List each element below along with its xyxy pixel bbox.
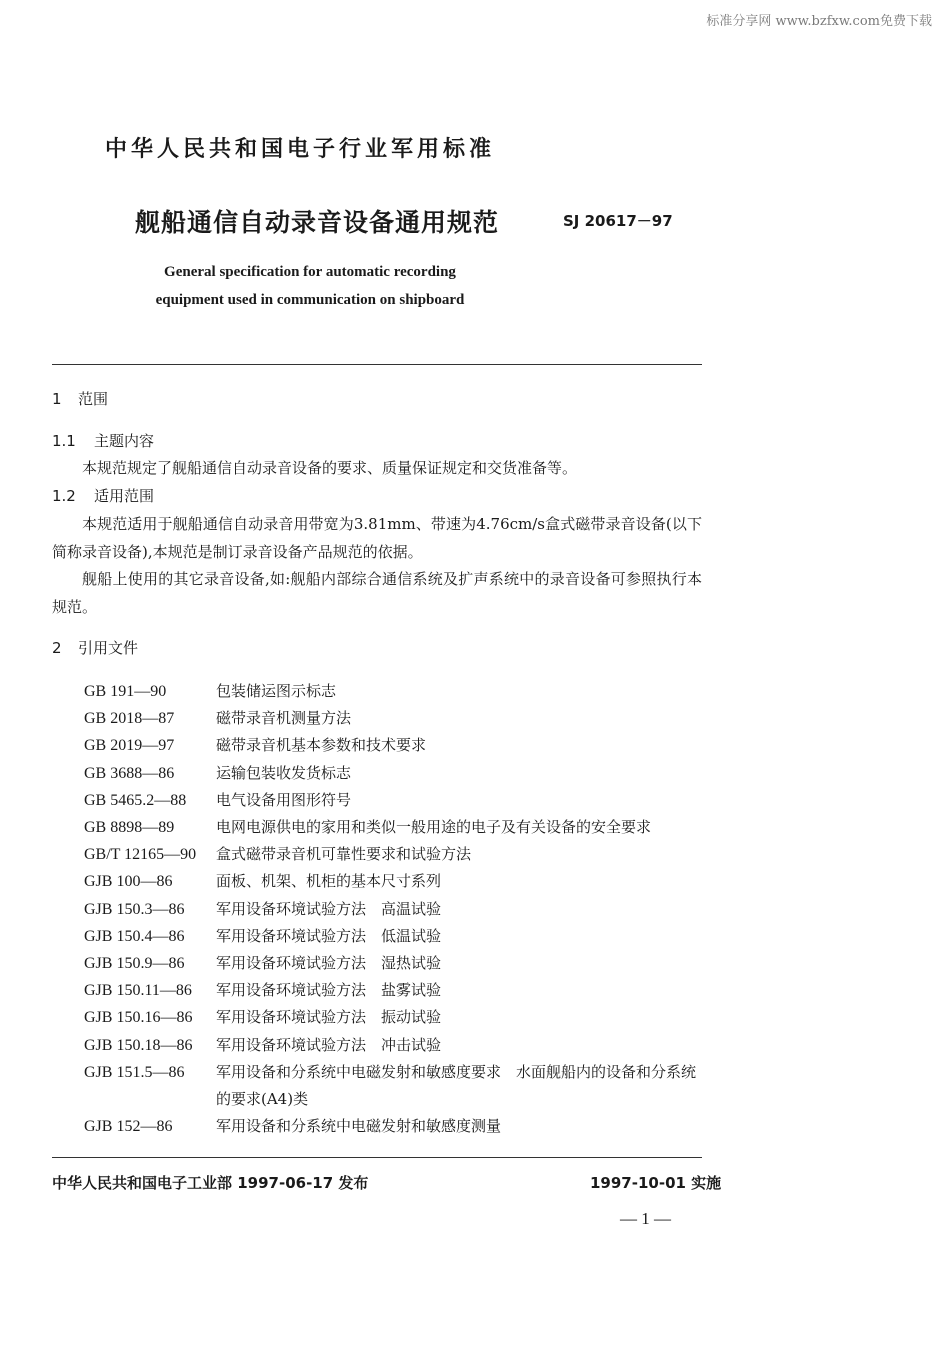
- reference-code: GJB 150.16—86: [84, 1009, 193, 1027]
- reference-code: GB 5465.2—88: [84, 791, 187, 809]
- reference-row: [84, 787, 704, 814]
- reference-code: GJB 100—86: [84, 873, 173, 891]
- reference-row: [84, 705, 704, 732]
- watermark: 标准分享网 www.bzfxw.com免费下载: [706, 14, 932, 29]
- reference-code: GB 8898—89: [84, 819, 175, 837]
- reference-row: [84, 814, 704, 841]
- reference-title: 军用设备和分系统中电磁发射和敏感度测量: [216, 1117, 502, 1136]
- section-number: 2: [52, 639, 62, 657]
- section-2-heading: [52, 637, 138, 658]
- footer-divider: [52, 1157, 702, 1158]
- reference-row: [84, 760, 704, 787]
- reference-row: [84, 923, 704, 950]
- reference-code: GJB 150.9—86: [84, 955, 185, 973]
- standard-code: SJ 20617－97: [563, 212, 673, 230]
- section-title: 引用文件: [78, 639, 139, 657]
- section-1-heading: [52, 388, 108, 409]
- reference-title: 面板、机架、机柜的基本尺寸系列: [216, 872, 442, 891]
- reference-title: 军用设备环境试验方法 高温试验: [216, 899, 442, 918]
- reference-row: [84, 841, 704, 868]
- section-1-2-heading: [52, 485, 154, 506]
- reference-title: 磁带录音机基本参数和技术要求: [216, 736, 427, 755]
- reference-title: 电网电源供电的家用和类似一般用途的电子及有关设备的安全要求: [216, 818, 652, 837]
- reference-title: 包装储运图示标志: [216, 682, 337, 700]
- reference-row: [84, 1113, 704, 1140]
- reference-row: [84, 1004, 704, 1031]
- reference-row: [84, 1032, 704, 1059]
- header-divider: [52, 364, 702, 365]
- reference-title: 军用设备环境试验方法 低温试验: [216, 926, 442, 945]
- section-number: 1: [52, 390, 62, 408]
- reference-code: GB 191—90: [84, 683, 167, 700]
- org-title: 中华人民共和国电子行业军用标准: [105, 137, 496, 162]
- paragraph-other-equipment: 舰船上使用的其它录音设备,如:舰船内部综合通信系统及扩声系统中的录音设备可参照执行本规范。: [52, 570, 702, 616]
- reference-row: [84, 868, 704, 895]
- reference-code: GB/T 12165—90: [84, 846, 197, 864]
- page-title: 舰船通信自动录音设备通用规范: [135, 208, 500, 237]
- english-title-line-2: equipment used in communication on shipboard: [155, 292, 465, 308]
- reference-title: 运输包装收发货标志: [216, 763, 352, 782]
- reference-code: GB 3688—86: [84, 764, 175, 782]
- section-title: 适用范围: [94, 487, 155, 505]
- reference-row: [84, 950, 704, 977]
- reference-code: GB 2018—87: [84, 710, 175, 728]
- reference-title: 磁带录音机测量方法: [216, 709, 352, 728]
- reference-code: GJB 150.18—86: [84, 1036, 193, 1054]
- section-title: 主题内容: [94, 432, 155, 450]
- section-title: 范围: [78, 390, 109, 408]
- reference-row: [84, 678, 704, 705]
- english-title-line-1: General specification for automatic recording: [164, 264, 456, 280]
- reference-list: [84, 678, 704, 1140]
- page-number: — 1 —: [620, 1209, 671, 1228]
- section-number: 1.1: [52, 432, 76, 450]
- paragraph-scope: 本规范规定了舰船通信自动录音设备的要求、质量保证规定和交货准备等。: [82, 459, 578, 477]
- reference-title: 盒式磁带录音机可靠性要求和试验方法: [216, 845, 472, 864]
- paragraph-applicability: 本规范适用于舰船通信自动录音用带宽为3.81mm、带速为4.76cm/s盒式磁带录音设备(以下简称录音设备),本规范是制订录音设备产品规范的依据。: [52, 515, 702, 561]
- reference-code: GJB 150.4—86: [84, 927, 185, 945]
- reference-code: GJB 152—86: [84, 1118, 173, 1136]
- issue-info: 中华人民共和国电子工业部 1997-06-17 发布: [52, 1174, 369, 1192]
- section-1-1-heading: [52, 430, 154, 451]
- reference-title: 军用设备环境试验方法 盐雾试验: [216, 981, 442, 1000]
- reference-row: [84, 732, 704, 759]
- effective-date: 1997-10-01 实施: [590, 1174, 722, 1192]
- reference-row: [84, 1059, 704, 1113]
- reference-title: 电气设备用图形符号: [216, 790, 352, 809]
- reference-code: GJB 151.5—86: [84, 1063, 185, 1081]
- reference-title: 军用设备环境试验方法 湿热试验: [216, 954, 442, 973]
- reference-title: 军用设备和分系统中电磁发射和敏感度要求 水面舰船内的设备和分系统的要求(A4)类: [216, 1062, 697, 1109]
- section-number: 1.2: [52, 487, 76, 505]
- reference-title: 军用设备环境试验方法 冲击试验: [216, 1035, 442, 1054]
- reference-code: GB 2019—97: [84, 737, 175, 755]
- reference-code: GJB 150.11—86: [84, 982, 192, 1000]
- reference-code: GJB 150.3—86: [84, 900, 185, 918]
- reference-title: 军用设备环境试验方法 振动试验: [216, 1008, 442, 1027]
- reference-row: [84, 977, 704, 1004]
- english-title: [140, 258, 480, 314]
- reference-row: [84, 896, 704, 923]
